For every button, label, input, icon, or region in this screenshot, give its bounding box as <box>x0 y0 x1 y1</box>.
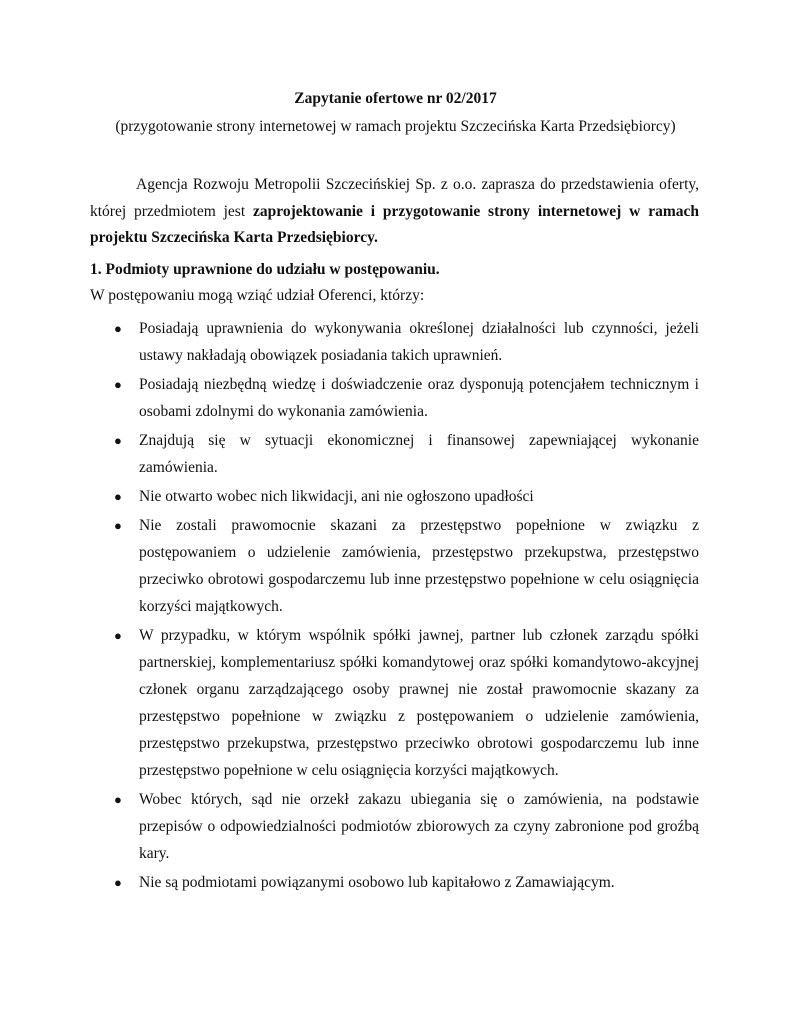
list-item-text: Nie otwarto wobec nich likwidacji, ani nie ogłoszono upadłości <box>139 488 534 505</box>
list-item-text: W przypadku, w którym wspólnik spółki jawnej, partner lub członek zarządu spółki partnerskiej, komplementariusz spółki komandytowej oraz spółki komandytowo-akcyjnej członek organu zarządzającego osoby prawnej nie został prawomocnie skazany za przestępstwo popełnione w związku z postępowaniem o udzielenie zamówienia, przestępstwo przekupstwa, przestępstwo przeciwko obrotowi gospodarczemu lub inne przestępstwo popełnione w celu osiągnięcia korzyści majątkowych. <box>139 627 699 779</box>
list-item-text: Wobec których, sąd nie orzekł zakazu ubiegania się o zamówienia, na podstawie przepisów o odpowiedzialności podmiotów zbiorowych za czyny zabronione pod groźbą kary. <box>139 791 699 862</box>
list-item <box>114 622 699 784</box>
bullet-icon: ● <box>114 792 122 807</box>
bullet-icon: ● <box>114 628 122 643</box>
bullet-icon: ● <box>114 377 122 392</box>
bullet-icon: ● <box>114 489 122 504</box>
list-item-text: Nie są podmiotami powiązanymi osobowo lub kapitałowo z Zamawiającym. <box>139 874 615 891</box>
list-item-text: Znajdują się w sytuacji ekonomicznej i finansowej zapewniającej wykonanie zamówienia. <box>139 432 699 476</box>
list-item-text: Nie zostali prawomocnie skazani za przestępstwo popełnione w związku z postępowaniem o udzielenie zamówienia, przestępstwo przekupstwa, przestępstwo przeciwko obrotowi gospodarczemu lub inne przestępstwo popełnione w celu osiągnięcia korzyści majątkowych. <box>139 517 699 615</box>
list-item <box>114 427 699 481</box>
bullet-icon: ● <box>114 518 122 533</box>
bullet-icon: ● <box>114 321 122 336</box>
intro-subject: zaprojektowanie i przygotowanie strony internetowej w ramach projektu Szczecińska Karta Przedsiębiorcy. <box>90 202 699 246</box>
document-title: Zapytanie ofertowe nr 02/2017 <box>294 90 497 107</box>
list-item <box>114 371 699 425</box>
bullet-icon: ● <box>114 433 122 448</box>
list-item-text: Posiadają uprawnienia do wykonywania określonej działalności lub czynności, jeżeli ustawy nakładają obowiązek posiadania takich uprawnień. <box>139 320 699 364</box>
list-item <box>114 483 699 510</box>
list-item <box>114 786 699 867</box>
intro-text: Agencja Rozwoju Metropolii Szczecińskiej Sp. z o.o. zaprasza do przedstawienia oferty, której przedmiotem jest <box>90 176 699 220</box>
intro-paragraph <box>90 172 699 252</box>
conditions-list <box>0 315 791 898</box>
document-subtitle: (przygotowanie strony internetowej w ramach projektu Szczecińska Karta Przedsiębiorcy) <box>115 118 676 135</box>
list-item <box>114 315 699 369</box>
list-item <box>114 512 699 620</box>
section-intro: W postępowaniu mogą wziąć udział Oferenci, którzy: <box>90 287 425 304</box>
list-item <box>114 869 699 896</box>
section-heading: 1. Podmioty uprawnione do udziału w postępowaniu. <box>90 261 440 278</box>
list-item-text: Posiadają niezbędną wiedzę i doświadczenie oraz dysponują potencjałem technicznym i osobami zdolnymi do wykonania zamówienia. <box>139 376 699 420</box>
bullet-icon: ● <box>114 875 122 890</box>
